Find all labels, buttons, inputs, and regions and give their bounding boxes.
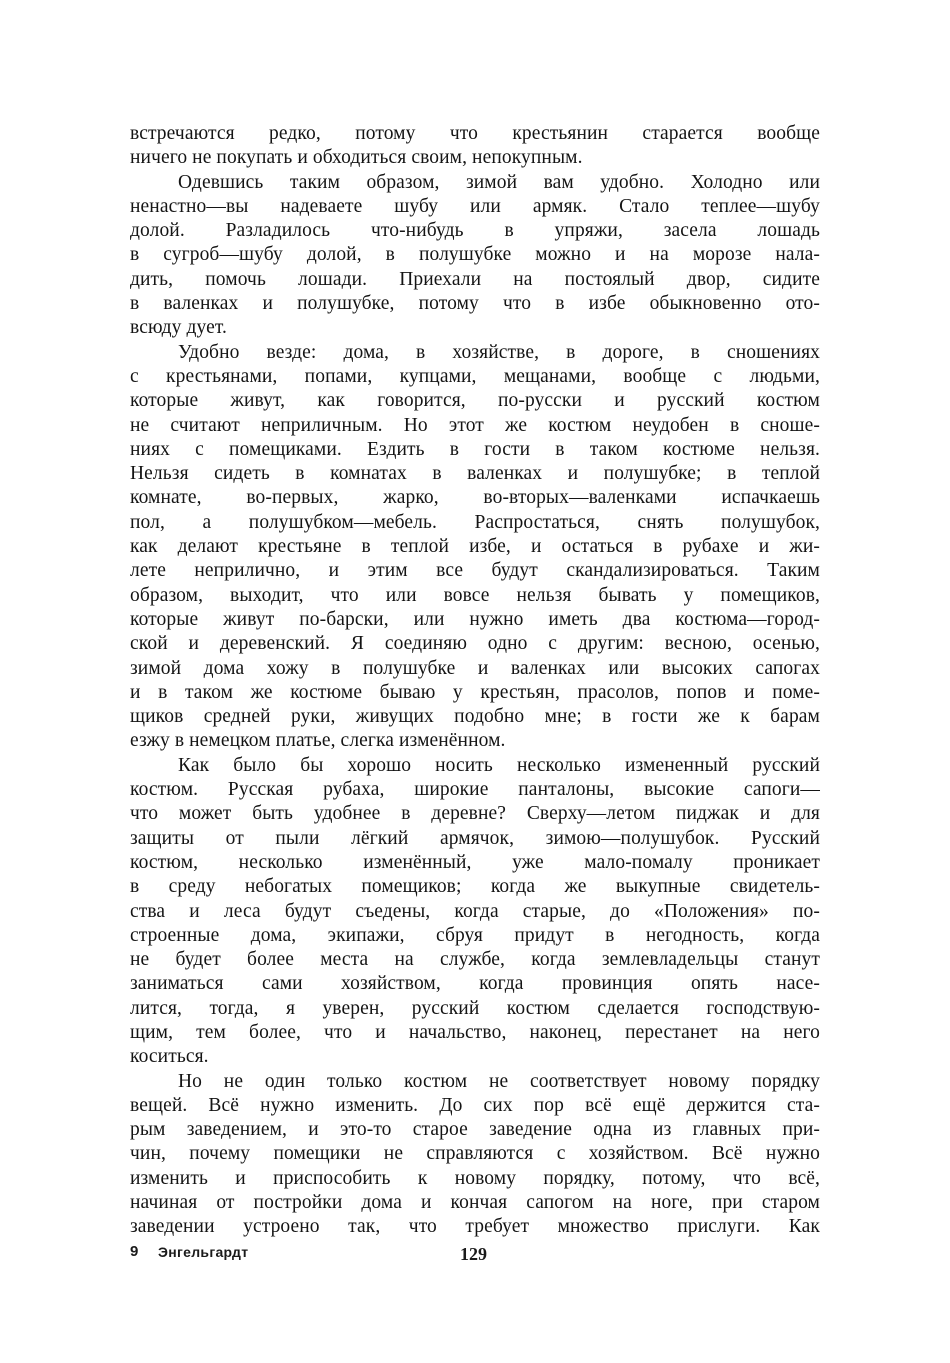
body-text bbox=[130, 122, 820, 1240]
text-line: костюм, несколько изменённый, уже мало-помалу проникает bbox=[130, 851, 820, 873]
text-line: Нельзя сидеть в комнатах в валенках и полушубке; в теплой bbox=[130, 463, 820, 485]
text-line: которые живут по-барски, или нужно иметь два костюма—город- bbox=[130, 608, 820, 630]
text-line: которые живут, как говорится, по-русски и русский костюм bbox=[130, 390, 820, 412]
text-line: езжу в немецком платье, слегка изменённом. bbox=[130, 730, 506, 752]
text-line: не считают неприличным. Но этот же костюм неудобен в сноше- bbox=[130, 414, 820, 436]
text-line: в валенках и полушубке, потому что в избе обыкновенно ото- bbox=[130, 293, 820, 315]
text-line: строенные дома, экипажи, сбруя придут в негодность, когда bbox=[130, 924, 820, 946]
signature-mark: 9 bbox=[130, 1243, 139, 1260]
text-line: ской и деревенский. Я соединяю одно с другим: весною, осенью, bbox=[130, 633, 820, 655]
text-line: изменить и приспособить к новому порядку, потому, что всё, bbox=[130, 1167, 820, 1189]
text-line: всюду дует. bbox=[130, 317, 227, 339]
text-line: костюм. Русская рубаха, широкие панталоны, высокие сапоги— bbox=[130, 779, 820, 801]
page-number: 129 bbox=[460, 1244, 487, 1264]
text-line: образом, выходит, что или вовсе нельзя бывать у помещиков, bbox=[130, 584, 820, 606]
text-line: щиков средней руки, живущих подобно мне; в гости же к барам bbox=[130, 706, 820, 728]
text-line: щим, тем более, что и начальство, наконец, перестанет на него bbox=[130, 1021, 820, 1043]
text-line: ниях с помещиками. Ездить в гости в таком костюме нельзя. bbox=[130, 438, 820, 460]
text-line: чин, почему помещики не справляются с хозяйством. Всё нужно bbox=[130, 1143, 820, 1165]
text-line: с крестьянами, попами, купцами, мещанами, вообще с людьми, bbox=[130, 365, 820, 387]
text-line: встречаются редко, потому что крестьянин старается вообще bbox=[130, 123, 820, 144]
text-line: заниматься сами хозяйством, когда провинция опять насе- bbox=[130, 973, 820, 995]
text-line: вещей. Всё нужно изменить. До сих пор всё ещё держится ста- bbox=[130, 1094, 820, 1116]
text-line: что может быть удобнее в деревне? Сверху—летом пиджак и для bbox=[130, 803, 820, 825]
text-line: ства и леса будут съедены, когда старые, до «Положения» по- bbox=[130, 900, 820, 922]
text-line: коситься. bbox=[130, 1046, 209, 1068]
text-line: начиная от постройки дома и кончая сапогом на ноге, при старом bbox=[130, 1192, 820, 1214]
text-line: защиты от пыли лёгкий армячок, зимою—полушубок. Русский bbox=[130, 827, 820, 849]
text-line: заведении устроено так, что требует множество прислуги. Как bbox=[130, 1216, 820, 1238]
signature-title: Энгельгардт bbox=[158, 1244, 249, 1260]
text-line: ничего не покупать и обходиться своим, непокупным. bbox=[130, 147, 583, 169]
text-line: Но не один только костюм не соответствует новому порядку bbox=[178, 1070, 820, 1092]
text-line: долой. Разладилось что-нибудь в упряжи, засела лошадь bbox=[130, 220, 820, 242]
text-line: дить, помочь лошади. Приехали на постоялый двор, сидите bbox=[130, 268, 820, 290]
text-line: пол, а полушубком—мебель. Распростаться, снять полушубок, bbox=[130, 511, 820, 533]
text-line: Как было бы хорошо носить несколько измененный русский bbox=[178, 754, 820, 776]
text-line: зимой дома хожу в полушубке и валенках или высоких сапогах bbox=[130, 657, 820, 679]
text-line: ненастно—вы надеваете шубу или армяк. Стало теплее—шубу bbox=[130, 195, 820, 217]
text-line: лете неприлично, и этим все будут скандализироваться. Таким bbox=[130, 560, 820, 582]
page-footer bbox=[130, 1243, 820, 1267]
text-line: Одевшись таким образом, зимой вам удобно. Холодно или bbox=[178, 171, 820, 193]
text-line: и в таком же костюме бываю у крестьян, прасолов, попов и поме- bbox=[130, 681, 820, 703]
text-line: в среду небогатых помещиков; когда же выкупные свидетель- bbox=[130, 876, 820, 898]
text-line: рым заведением, и это-то старое заведение одна из главных при- bbox=[130, 1119, 820, 1141]
text-line: не будет более места на службе, когда землевладельцы станут bbox=[130, 949, 820, 971]
text-line: как делают крестьяне в теплой избе, и остаться в рубахе и жи- bbox=[130, 536, 820, 558]
text-line: лится, тогда, я уверен, русский костюм сделается господствую- bbox=[130, 997, 820, 1019]
text-line: Удобно везде: дома, в хозяйстве, в дороге, в сношениях bbox=[178, 341, 820, 363]
text-line: комнате, во-первых, жарко, во-вторых—валенками испачкаешь bbox=[130, 487, 820, 509]
text-line: в сугроб—шубу долой, в полушубке можно и на морозе нала- bbox=[130, 244, 820, 266]
